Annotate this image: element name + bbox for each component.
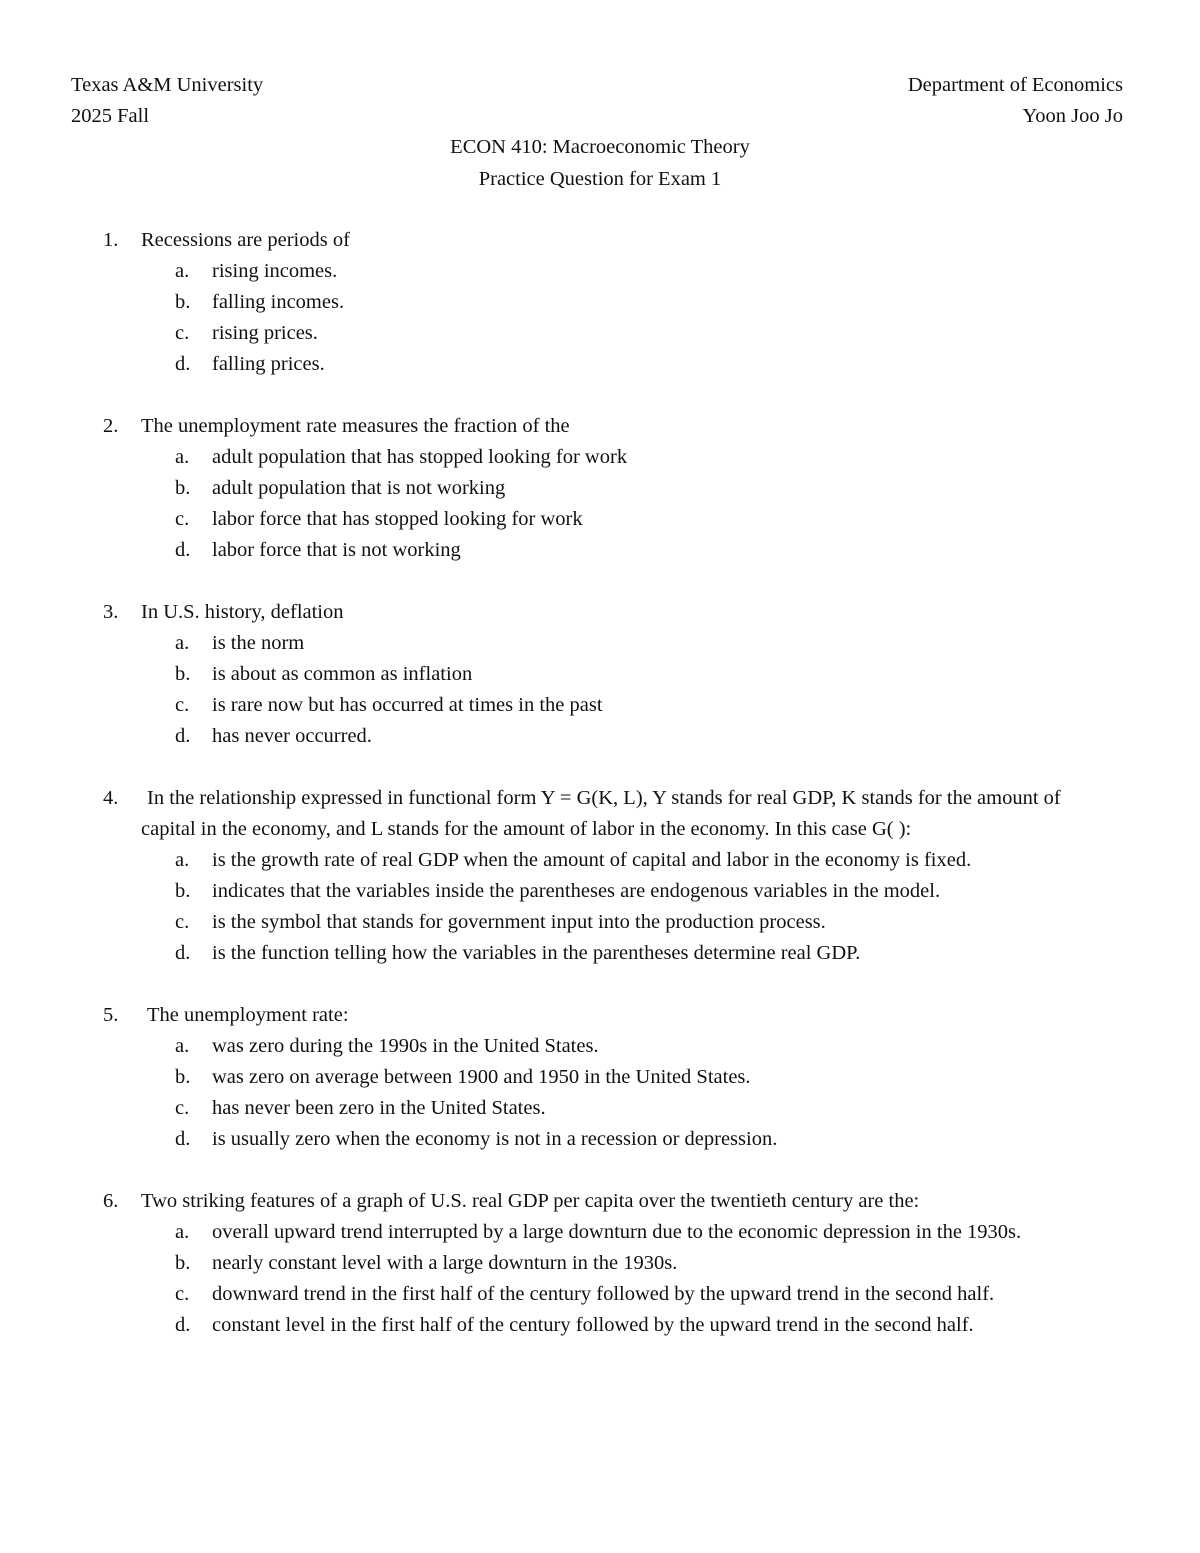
option-letter: a.: [175, 849, 190, 871]
option-text: falling prices.: [212, 353, 325, 375]
question-number: 1.: [103, 229, 119, 251]
option-text: labor force that has stopped looking for work: [212, 508, 583, 530]
option-letter: d.: [175, 1128, 191, 1150]
option-text: is the function telling how the variables in the parentheses determine real GDP.: [212, 942, 861, 964]
option-d: [0, 349, 1200, 380]
option-letter: b.: [175, 1066, 191, 1088]
option-letter: c.: [175, 508, 190, 530]
option-letter: b.: [175, 477, 191, 499]
option-text: is rare now but has occurred at times in the past: [212, 694, 603, 716]
question-text: The unemployment rate measures the fraction of the: [141, 415, 570, 437]
question-text: The unemployment rate:: [147, 1004, 349, 1026]
question-number: 6.: [103, 1190, 119, 1212]
option-letter: a.: [175, 1221, 190, 1243]
option-text: labor force that is not working: [212, 539, 461, 561]
option-a: [0, 256, 1200, 287]
option-text: rising prices.: [212, 322, 318, 344]
option-a: [0, 442, 1200, 473]
option-text: was zero during the 1990s in the United States.: [212, 1035, 599, 1057]
option-c: [0, 1093, 1200, 1124]
option-letter: a.: [175, 632, 190, 654]
option-c: [0, 1279, 1200, 1310]
option-b: [0, 1062, 1200, 1093]
option-text: is the growth rate of real GDP when the amount of capital and labor in the economy is fixed.: [212, 849, 972, 871]
option-letter: c.: [175, 1283, 190, 1305]
question-number: 5.: [103, 1004, 119, 1026]
option-a: [0, 845, 1200, 876]
question-3: [0, 597, 1200, 752]
option-letter: a.: [175, 260, 190, 282]
option-letter: d.: [175, 942, 191, 964]
option-b: [0, 1248, 1200, 1279]
instructor-name: Yoon Joo Jo: [1022, 105, 1123, 127]
option-text: has never been zero in the United States.: [212, 1097, 546, 1119]
option-text: overall upward trend interrupted by a large downturn due to the economic depression in the 1930s.: [212, 1221, 1022, 1243]
question-text: Recessions are periods of: [141, 229, 350, 251]
option-text: indicates that the variables inside the parentheses are endogenous variables in the model.: [212, 880, 941, 902]
option-d: [0, 1124, 1200, 1155]
option-c: [0, 318, 1200, 349]
option-a: [0, 1217, 1200, 1248]
option-letter: b.: [175, 291, 191, 313]
option-text: is about as common as inflation: [212, 663, 473, 685]
question-6: [0, 1186, 1200, 1341]
option-letter: d.: [175, 725, 191, 747]
exam-subtitle: Practice Question for Exam 1: [478, 168, 722, 190]
option-text: was zero on average between 1900 and 1950 in the United States.: [212, 1066, 751, 1088]
university-name: Texas A&M University: [71, 74, 264, 96]
question-text: Two striking features of a graph of U.S. real GDP per capita over the twentieth century are the:: [141, 1190, 920, 1212]
option-letter: a.: [175, 446, 190, 468]
option-a: [0, 628, 1200, 659]
option-letter: c.: [175, 1097, 190, 1119]
option-c: [0, 690, 1200, 721]
option-text: constant level in the first half of the century followed by the upward trend in the second half.: [212, 1314, 974, 1336]
option-text: downward trend in the first half of the century followed by the upward trend in the second half.: [212, 1283, 995, 1305]
option-c: [0, 504, 1200, 535]
option-text: is usually zero when the economy is not in a recession or depression.: [212, 1128, 778, 1150]
header-row-1: [71, 70, 1123, 101]
option-letter: c.: [175, 322, 190, 344]
option-text: adult population that is not working: [212, 477, 506, 499]
question-1: [0, 225, 1200, 380]
option-letter: d.: [175, 539, 191, 561]
course-title: ECON 410: Macroeconomic Theory: [450, 136, 750, 158]
question-number: 4.: [103, 787, 119, 809]
option-letter: b.: [175, 663, 191, 685]
option-d: [0, 938, 1200, 969]
option-text: is the norm: [212, 632, 305, 654]
question-text: In the relationship expressed in functional form Y = G(K, L), Y stands for real GDP, K stands for the amount of capital in the economy, and L stands for the amount of labor in the economy. In this case G( ):: [141, 787, 1061, 840]
option-d: [0, 535, 1200, 566]
option-b: [0, 287, 1200, 318]
option-c: [0, 907, 1200, 938]
header-row-2: [71, 101, 1123, 132]
option-a: [0, 1031, 1200, 1062]
term: 2025 Fall: [71, 105, 150, 127]
option-text: has never occurred.: [212, 725, 372, 747]
option-b: [0, 659, 1200, 690]
question-2: [0, 411, 1200, 566]
option-b: [0, 876, 1200, 907]
option-letter: b.: [175, 1252, 191, 1274]
option-text: is the symbol that stands for government input into the production process.: [212, 911, 826, 933]
option-letter: d.: [175, 1314, 191, 1336]
question-list: [0, 225, 1200, 1372]
option-letter: c.: [175, 694, 190, 716]
option-b: [0, 473, 1200, 504]
option-letter: c.: [175, 911, 190, 933]
question-text: In U.S. history, deflation: [141, 601, 344, 623]
option-text: rising incomes.: [212, 260, 338, 282]
option-letter: a.: [175, 1035, 190, 1057]
option-letter: b.: [175, 880, 191, 902]
department-name: Department of Economics: [907, 74, 1123, 96]
question-number: 3.: [103, 601, 119, 623]
question-5: [0, 1000, 1200, 1155]
question-4: [0, 783, 1200, 969]
option-d: [0, 1310, 1200, 1341]
option-d: [0, 721, 1200, 752]
option-text: falling incomes.: [212, 291, 345, 313]
question-number: 2.: [103, 415, 119, 437]
option-text: nearly constant level with a large downturn in the 1930s.: [212, 1252, 678, 1274]
option-letter: d.: [175, 353, 191, 375]
option-text: adult population that has stopped looking for work: [212, 446, 628, 468]
